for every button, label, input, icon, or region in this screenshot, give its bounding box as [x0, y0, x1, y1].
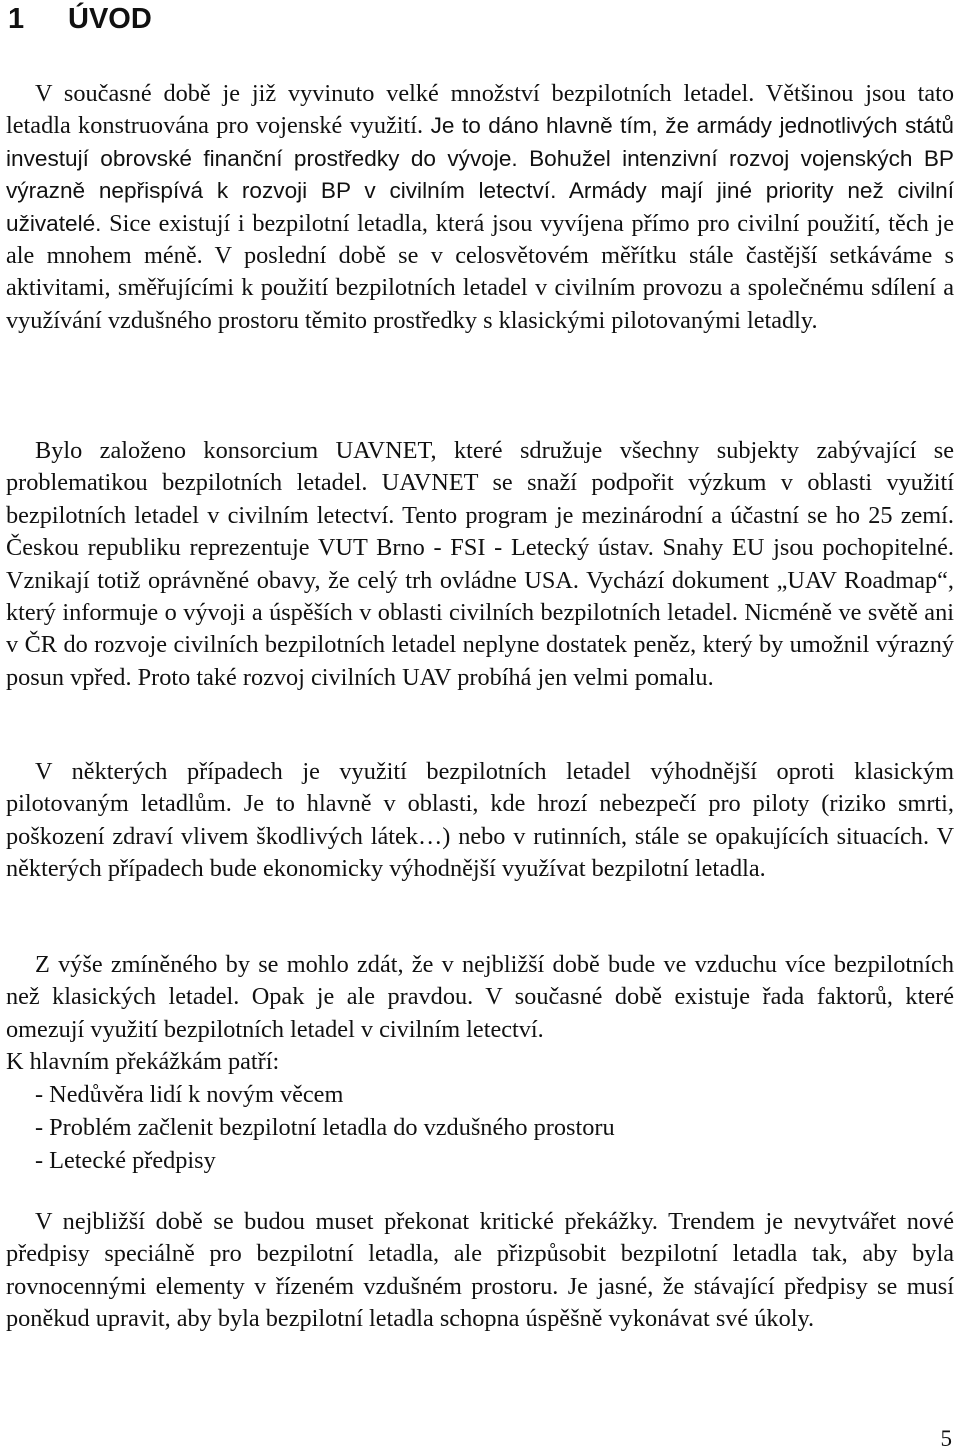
list-item: - Letecké předpisy: [35, 1147, 216, 1174]
chapter-title: ÚVOD: [68, 3, 152, 35]
paragraph-intro-sans: Je to dáno hlavně tím, že armády jednotlivých států investují obrovské finanční prostředky do vývoje. Bohužel intenzivní rozvoj vojenských BP výrazně nepřispívá k rozvoji BP v civilním letectví. Armády mají jiné priority než civilní uživatelé.: [6, 113, 954, 236]
paragraph-intro: [6, 78, 954, 337]
obstacles-list: [35, 1078, 615, 1177]
paragraph-advantages: V některých případech je využití bezpilotních letadel výhodnější oproti klasickým pilotovaným letadlům. Je to hlavně v oblasti, kde hrozí nebezpečí pro piloty (riziko smrti, poškození zdraví vlivem škodlivých látek…) nebo v rutinních, stále se opakujících situacích. V některých případech bude ekonomicky výhodnější využívat bezpilotní letadla.: [6, 758, 954, 883]
chapter-heading: [8, 2, 152, 36]
chapter-number: 1: [8, 3, 25, 35]
paragraph-obstacles-text: Z výše zmíněného by se mohlo zdát, že v nejbližší době bude ve vzduchu více bezpilotních než klasických letadel. Opak je ale pravdou. V současné době existuje řada faktorů, které omezují využití bezpilotních letadel v civilním letectví.: [6, 951, 954, 1043]
paragraph-intro-serif-b: Sice existují i bezpilotní letadla, která jsou vyvíjena přímo pro civilní použití, těch je ale mnohem méně. V poslední době se v celosvětovém měřítku stále častější setkáváme s aktivitami, směřujícími k použití bezpilotních letadel v civilním provozu a společnému sdílení a využívání vzdušného prostoru těmito prostředky s klasickými pilotovanými letadly.: [6, 209, 954, 334]
paragraph-obstacles: [6, 949, 954, 1079]
list-item: - Problém začlenit bezpilotní letadla do vzdušného prostoru: [35, 1114, 615, 1141]
list-item: - Nedůvěra lidí k novým věcem: [35, 1081, 344, 1108]
page-number: 5: [940, 1426, 952, 1451]
paragraph-outlook: V nejbližší době se budou muset překonat kritické překážky. Trendem je nevytvářet nové předpisy speciálně pro bezpilotní letadla, ale přizpůsobit bezpilotní letadla tak, aby byla rovnocennými elementy v řízeném vzdušném prostoru. Je jasné, že stávající předpisy se musí poněkud upravit, aby byla bezpilotní letadla schopna úspěšně vykonávat své úkoly.: [6, 1208, 954, 1333]
paragraph-intro-serif-a: V současné době je již vyvinuto velké množství bezpilotních letadel. Většinou jsou tato letadla konstruována pro vojenské využití.: [6, 80, 954, 140]
paragraph-obstacles-lead: K hlavním překážkám patří:: [6, 1048, 280, 1076]
paragraph-uavnet: Bylo založeno konsorcium UAVNET, které sdružuje všechny subjekty zabývající se problematikou bezpilotních letadel. UAVNET se snaží podpořit výzkum v oblasti využití bezpilotních letadel v civilním letectví. Tento program je mezinárodní a účastní se ho 25 zemí. Českou republiku reprezentuje VUT Brno - FSI - Letecký ústav. Snahy EU jsou pochopitelné. Vznikají totiž oprávněné obavy, že celý trh ovládne USA. Vychází dokument „UAV Roadmap“, který informuje o vývoji a úspěších v oblasti civilních bezpilotních letadel. Nicméně ve světě ani v ČR do rozvoje civilních bezpilotních letadel neplyne dostatek peněz, který by umožnil výrazný posun vpřed. Proto také rozvoj civilních UAV probíhá jen velmi pomalu.: [6, 437, 954, 691]
